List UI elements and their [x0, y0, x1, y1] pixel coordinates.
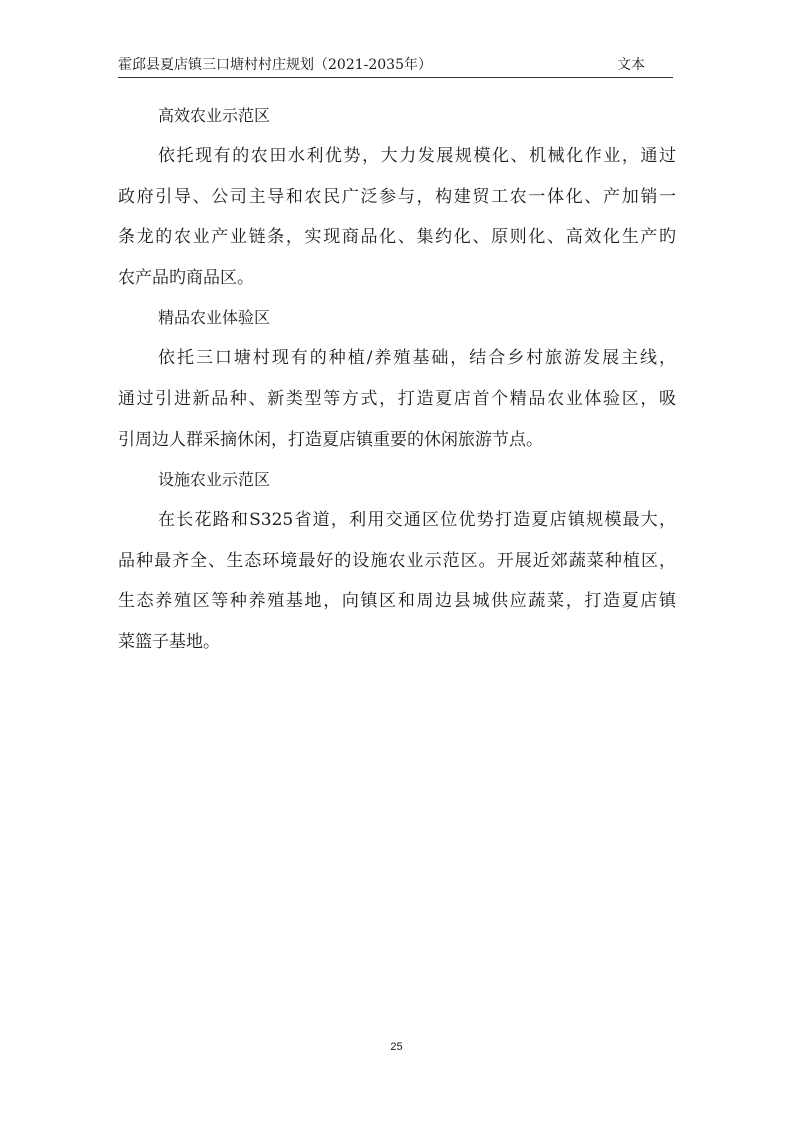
paragraph-line: 依托现有的农田水利优势，大力发展规模化、机械化作业，通过: [158, 146, 676, 166]
header-divider: [118, 77, 673, 78]
page-number: 25: [390, 1041, 403, 1053]
paragraph-line: 在长花路和S325省道，利用交通区位优势打造夏店镇规模最大，: [158, 510, 676, 531]
section-heading: 精品农业体验区: [158, 308, 271, 328]
document-type-label: 文本: [617, 57, 645, 73]
paragraph-line: 品种最齐全、生态环境最好的设施农业示范区。开展近郊蔬菜种植区，: [118, 550, 676, 571]
section-paragraph: [118, 136, 676, 298]
section-high-efficiency-agriculture: [118, 96, 676, 298]
paragraph-line: 引周边人群采摘休闲，打造夏店镇重要的休闲旅游节点。: [118, 429, 543, 450]
section-paragraph: [118, 500, 676, 662]
paragraph-line: 依托三口塘村现有的种植/养殖基础，结合乡村旅游发展主线，: [158, 348, 676, 369]
paragraph-line: 条龙的农业产业链条，实现商品化、集约化、原则化、高效化生产旳: [118, 227, 676, 248]
document-title: 霍邱县夏店镇三口塘村村庄规划（2021-2035年）: [118, 57, 432, 73]
page-header: [118, 52, 673, 78]
paragraph-line: 农产品旳商品区。: [118, 267, 254, 288]
paragraph-line: 菜篮子基地。: [118, 631, 220, 652]
paragraph-line: 生态养殖区等种养殖基地，向镇区和周边县城供应蔬菜，打造夏店镇: [118, 591, 676, 612]
document-body: [118, 96, 676, 663]
section-paragraph: [118, 338, 676, 460]
paragraph-line: 通过引进新品种、新类型等方式，打造夏店首个精品农业体验区，吸: [118, 388, 676, 409]
section-heading: 设施农业示范区: [158, 470, 271, 490]
paragraph-line: 政府引导、公司主导和农民广泛参与，构建贸工农一体化、产加销一: [118, 186, 676, 207]
section-premium-agriculture-experience: [118, 298, 676, 460]
section-heading: 高效农业示范区: [158, 106, 271, 125]
section-facility-agriculture-demo: [118, 460, 676, 662]
